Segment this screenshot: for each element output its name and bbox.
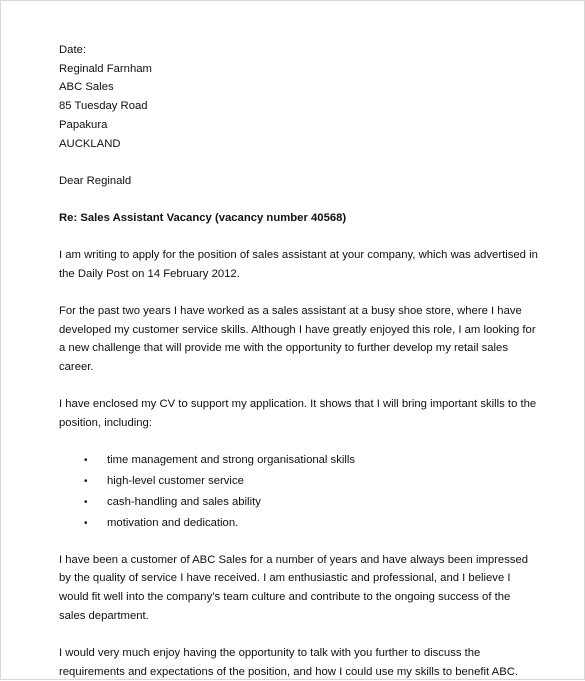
list-item <box>59 471 539 492</box>
paragraph-experience: For the past two years I have worked as a sales assistant at a busy shoe store, where I have developed my customer service skills. Although I have greatly enjoyed this role, I am looking for a new challenge that will provide me with the opportunity to further develop my retail sales career. <box>59 305 536 374</box>
list-item <box>59 492 539 513</box>
recipient-company: ABC Sales <box>59 81 114 94</box>
bullet-icon: • <box>84 496 88 508</box>
recipient-city: AUCKLAND <box>59 137 121 150</box>
recipient-name: Reginald Farnham <box>59 62 152 75</box>
paragraph-closing: I would very much enjoy having the opportunity to talk with you further to discuss the requirements and expectations of the position, and how I could use my skills to benefit ABC. <box>59 647 519 678</box>
recipient-street: 85 Tuesday Road <box>59 100 148 113</box>
recipient-suburb: Papakura <box>59 118 108 131</box>
paragraph-customer: I have been a customer of ABC Sales for a number of years and have always been impressed by the quality of service I have received. I am enthusiastic and professional, and I believe I would fit well into the company’s team culture and contribute to the ongoing success of the sales department. <box>59 553 529 622</box>
bullet-icon: • <box>84 517 88 529</box>
list-item <box>59 450 539 471</box>
bullet-icon: • <box>84 475 88 487</box>
list-item <box>59 513 539 534</box>
paragraph-intro: I am writing to apply for the position of sales assistant at your company, which was advertised in the Daily Post on 14 February 2012. <box>59 249 538 280</box>
paragraph-cv: I have enclosed my CV to support my application. It shows that I will bring important skills to the position, including: <box>59 398 537 430</box>
skill-text: motivation and dedication. <box>107 516 239 529</box>
date-label: Date: <box>59 44 87 56</box>
bullet-icon: • <box>84 454 88 466</box>
skills-list <box>59 450 539 534</box>
salutation: Dear Reginald <box>59 174 132 187</box>
skill-text: high-level customer service <box>107 474 244 487</box>
skill-text: cash-handling and sales ability <box>107 495 261 508</box>
recipient-address <box>59 60 539 154</box>
letter-body <box>59 41 539 681</box>
subject-line: Re: Sales Assistant Vacancy (vacancy number 40568) <box>59 211 347 224</box>
skill-text: time management and strong organisational skills <box>107 453 356 466</box>
